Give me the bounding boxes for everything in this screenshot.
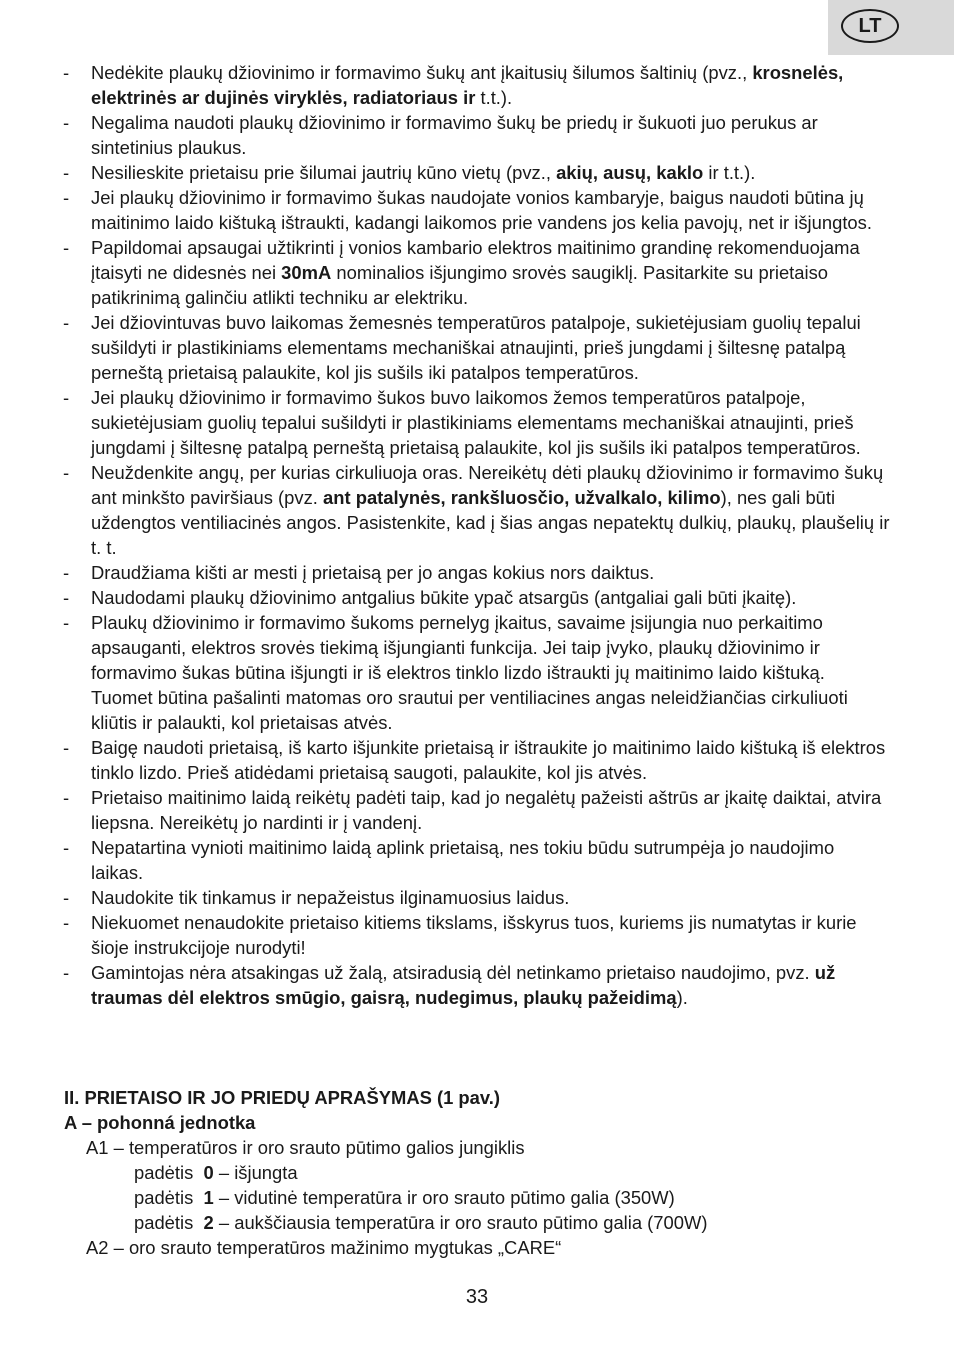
bullet-dash: - (63, 962, 70, 983)
bullet-dash: - (63, 562, 70, 583)
list-item (0, 785, 891, 835)
list-item (0, 885, 891, 910)
list-item (0, 60, 891, 110)
text: Prietaiso maitinimo laidą reikėtų padėti taip, kad jo negalėtų pažeisti aštrūs ar įkaitę daiktai, atvira liepsna. Nereikėtų jo nardinti ir į vandenį. (91, 787, 882, 833)
position-description: – vidutinė temperatūra ir oro srauto pūtimo galia (350W) (213, 1187, 675, 1208)
text: Nedėkite plaukų džiovinimo ir formavimo šukų ant įkaitusių šilumos šaltinių (pvz., (91, 62, 753, 83)
bullet-dash: - (63, 237, 70, 258)
list-item (0, 385, 891, 460)
bullet-dash: - (63, 887, 70, 908)
bullet-dash: - (63, 912, 70, 933)
bullet-dash: - (63, 112, 70, 133)
switch-positions (64, 1160, 904, 1235)
list-item (0, 110, 891, 160)
description-section (64, 1085, 904, 1260)
text: Nesilieskite prietaisu prie šilumai jautrių kūno vietų (pvz., (91, 162, 557, 183)
position-row (64, 1160, 904, 1185)
bullet-dash: - (63, 312, 70, 333)
text: Plaukų džiovinimo ir formavimo šukoms pernelyg įkaitus, savaime įsijungia nuo perkaitimo apsauganti, elektros srovės tiekimą išjungianti funkcija. Jei taip įvyko, plaukų džiovinimo ir formavimo šukas būtina išjungti ir iš elektros tinklo lizdo ištraukti jų maitinimo laido kištuką. Tuomet būtina pašalinti matomas oro srautui per ventiliacines angas neleidžiančias cirkuliuoti kliūtis ir palaukti, kol prietaisas atvės. (91, 612, 848, 733)
position-label: padėtis (134, 1187, 204, 1208)
bold-text: 30mA (281, 262, 332, 283)
list-item (0, 460, 891, 560)
position-number: 2 (203, 1212, 214, 1233)
text: Draudžiama kišti ar mesti į prietaisą per jo angas kokius nors daiktus. (91, 562, 655, 583)
text: Gamintojas nėra atsakingas už žalą, atsiradusią dėl netinkamo prietaiso naudojimo, pvz. (91, 962, 815, 983)
item-a1: A1 – temperatūros ir oro srauto pūtimo galios jungiklis (86, 1137, 525, 1158)
language-badge: LT (841, 9, 899, 43)
list-item (0, 310, 891, 385)
position-label: padėtis (134, 1212, 204, 1233)
text: ), nes gali būti uždengtos ventiliacinės angos. Pasistenkite, kad į šias angas nepatektų dulkių, plaukų, plaušelių ir t. t. (91, 487, 890, 558)
bullet-dash: - (63, 162, 70, 183)
list-item (0, 735, 891, 785)
position-description: – aukščiausia temperatūra ir oro srauto pūtimo galia (700W) (213, 1212, 708, 1233)
bullet-dash: - (63, 587, 70, 608)
list-item (0, 960, 891, 1010)
list-item (0, 560, 891, 585)
text: Jei džiovintuvas buvo laikomas žemesnės temperatūros patalpoje, sukietėjusiam guolių tepalui sušildyti ir plastikiniams elementams mechaniškai atnaujinti, prieš jungdami į šiltesnę patalpą perneštą prietaisą palaukite, kol jis sušils iki patalpos temperatūros. (91, 312, 861, 383)
position-number: 1 (203, 1187, 214, 1208)
section-heading: II. PRIETAISO IR JO PRIEDŲ APRAŠYMAS (1 pav.) (64, 1087, 500, 1108)
position-row (64, 1185, 904, 1210)
list-item (0, 585, 891, 610)
text: Nepatartina vynioti maitinimo laidą aplink prietaisą, nes tokiu būdu sutrumpėja jo naudojimo laikas. (91, 837, 835, 883)
bullet-dash: - (63, 462, 70, 483)
text: Naudokite tik tinkamus ir nepažeistus ilginamuosius laidus. (91, 887, 570, 908)
page-number: 33 (465, 1286, 489, 1308)
bullet-dash: - (63, 387, 70, 408)
list-item (0, 910, 891, 960)
text: Neuždenkite angų, per kurias cirkuliuoja oras. Nereikėtų dėti plaukų džiovinimo ir formavimo šukų ant minkšto paviršiaus (pvz. (91, 462, 884, 508)
text: Niekuomet nenaudokite prietaiso kitiems tikslams, išskyrus tuos, kuriems jis numatytas ir kurie šioje instrukcijoje nurodyti! (91, 912, 857, 958)
position-description: – išjungta (213, 1162, 298, 1183)
text: Negalima naudoti plaukų džiovinimo ir formavimo šukų be priedų ir šukuoti juo perukus ar sintetinius plaukus. (91, 112, 818, 158)
bullet-dash: - (63, 787, 70, 808)
position-label: padėtis (134, 1162, 204, 1183)
bullet-dash: - (63, 62, 70, 83)
position-number: 0 (203, 1162, 214, 1183)
text: ). (676, 987, 688, 1008)
bullet-dash: - (63, 837, 70, 858)
text: Jei plaukų džiovinimo ir formavimo šukos buvo laikomos žemos temperatūros patalpoje, sukietėjusiam guolių tepalui sušildyti ir plastikiniams elementams mechaniškai atnaujinti, prieš jungdami į šiltesnę patalpą perneštą prietaisą palaukite, kol jis sušils iki patalpos temperatūros. (91, 387, 861, 458)
bullet-dash: - (63, 187, 70, 208)
bold-text: už traumas dėl elektros smūgio, gaisrą, nudegimus, plaukų pažeidimą (91, 962, 836, 1008)
text: ir t.t.). (703, 162, 756, 183)
text: Jei plaukų džiovinimo ir formavimo šukas naudojate vonios kambaryje, baigus naudoti būtina jų maitinimo laido kištuką ištraukti, kadangi laikomos prie vandens jos kelia pavojų, net ir išjungtos. (91, 187, 872, 233)
position-row (64, 1210, 904, 1235)
list-item (0, 160, 891, 185)
text: t.t.). (475, 87, 513, 108)
section-subheading: A – pohonná jednotka (64, 1112, 256, 1133)
item-a2: A2 – oro srauto temperatūros mažinimo mygtukas „CARE“ (86, 1237, 562, 1258)
list-item (0, 235, 891, 310)
text: Papildomai apsaugai užtikrinti į vonios kambario elektros maitinimo grandinę rekomenduojama įtaisyti ne didesnės nei (91, 237, 860, 283)
bullet-dash: - (63, 737, 70, 758)
list-item (0, 835, 891, 885)
list-item (0, 610, 891, 735)
bold-text: krosnelės, elektrinės ar dujinės viryklės, radiatoriaus ir (91, 62, 844, 108)
text: Baigę naudoti prietaisą, iš karto išjunkite prietaisą ir ištraukite jo maitinimo laido kištuką iš elektros tinklo lizdo. Prieš atidėdami prietaisą saugoti, palaukite, kol jis atvės. (91, 737, 886, 783)
bold-text: ant patalynės, rankšluosčio, užvalkalo, kilimo (323, 487, 721, 508)
text: Naudodami plaukų džiovinimo antgalius būkite ypač atsargūs (antgaliai gali būti įkaitę). (91, 587, 797, 608)
bullet-dash: - (63, 612, 70, 633)
bold-text: akių, ausų, kaklo (556, 162, 704, 183)
text: nominalios išjungimo srovės saugiklį. Pasitarkite su prietaiso patikrinimą galinčiu atlikti techniku ar elektriku. (91, 262, 829, 308)
language-tab (828, 0, 954, 55)
safety-rules-list (0, 60, 954, 1010)
list-item (0, 185, 891, 235)
